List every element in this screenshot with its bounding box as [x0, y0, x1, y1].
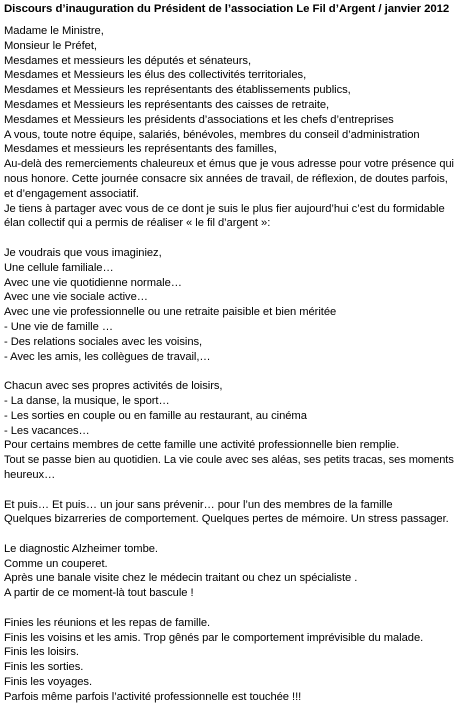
text-line: Avec une vie quotidienne normale… [4, 276, 182, 289]
text-line: nous honore. Cette journée consacre six années de travail, de réflexion, de doutes parfois, [4, 172, 448, 185]
text-line: Mesdames et Messieurs les présidents d’associations et les chefs d’entreprises [4, 113, 394, 126]
document-title: Discours d’inauguration du Président de l’association Le Fil d’Argent / janvier 2012 [4, 3, 450, 15]
text-line: - Les sorties en couple ou en famille au restaurant, au cinéma [4, 409, 307, 422]
text-line: Avec une vie professionnelle ou une retraite paisible et bien méritée [4, 306, 337, 319]
text-line: heureux… [4, 468, 56, 481]
text-line: A vous, toute notre équipe, salariés, bénévoles, membres du conseil d’administration [4, 128, 420, 141]
text-line: Finis les voyages. [4, 676, 93, 689]
text-line: Au-delà des remerciements chaleureux et émus que je vous adresse pour votre présence qui [4, 158, 454, 171]
text-line: Mesdames et Messieurs les représentants des caisses de retraite, [4, 98, 330, 111]
text-line: Mesdames et messieurs les députés et sénateurs, [4, 54, 252, 67]
text-line: Finis les voisins et les amis. Trop gênés par le comportement imprévisible du malade. [4, 631, 424, 644]
text-line: Quelques bizarreries de comportement. Quelques pertes de mémoire. Un stress passager. [4, 513, 449, 526]
text-line: Monsieur le Préfet, [4, 39, 97, 52]
text-line: Finis les loisirs. [4, 646, 79, 659]
text-line: Mesdames et Messieurs les représentants des établissements publics, [4, 84, 351, 97]
blank-line [4, 483, 456, 498]
text-line: Après une banale visite chez le médecin traitant ou chez un spécialiste . [4, 572, 358, 585]
document-page [4, 2, 456, 705]
text-line: Pour certains membres de cette famille une activité professionnelle bien remplie. [4, 439, 400, 452]
text-line: Tout se passe bien au quotidien. La vie coule avec ses aléas, ses petits tracas, ses moments [4, 454, 454, 467]
text-line: Mesdames et Messieurs les élus des collectivités territoriales, [4, 69, 307, 82]
text-line: Mesdames et messieurs les représentants des familles, [4, 143, 277, 156]
blank-line [4, 364, 456, 379]
text-line: - Une vie de famille … [4, 320, 113, 333]
text-line: - Les vacances… [4, 424, 90, 437]
text-line: Avec une vie sociale active… [4, 291, 148, 304]
text-line: Chacun avec ses propres activités de loisirs, [4, 380, 223, 393]
text-line: élan collectif qui a permis de réaliser « le fil d’argent »: [4, 217, 271, 230]
text-line: et d’engagement associatif. [4, 187, 139, 200]
text-line: Madame le Ministre, [4, 25, 104, 37]
text-line: - Des relations sociales avec les voisins, [4, 335, 203, 348]
text-line: - La danse, la musique, le sport… [4, 394, 170, 407]
text-line: A partir de ce moment-là tout bascule ! [4, 587, 194, 600]
text-line: Une cellule familiale… [4, 261, 114, 274]
speech-body [4, 24, 456, 705]
blank-line [4, 601, 456, 616]
text-line: Et puis… Et puis… un jour sans prévenir… pour l’un des membres de la famille [4, 498, 393, 511]
blank-line [4, 527, 456, 542]
text-line: Parfois même parfois l’activité professionnelle est touchée !!! [4, 690, 302, 703]
text-line: Je voudrais que vous imaginiez, [4, 246, 162, 259]
text-line: Je tiens à partager avec vous de ce dont je suis le plus fier aujourd’hui c’est du formidable [4, 202, 445, 215]
text-line: Finis les sorties. [4, 661, 84, 674]
text-line: Comme un couperet. [4, 557, 108, 570]
blank-line [4, 231, 456, 246]
text-line: Finies les réunions et les repas de famille. [4, 616, 211, 629]
text-line: - Avec les amis, les collègues de travail,… [4, 350, 211, 363]
text-line: Le diagnostic Alzheimer tombe. [4, 542, 158, 555]
